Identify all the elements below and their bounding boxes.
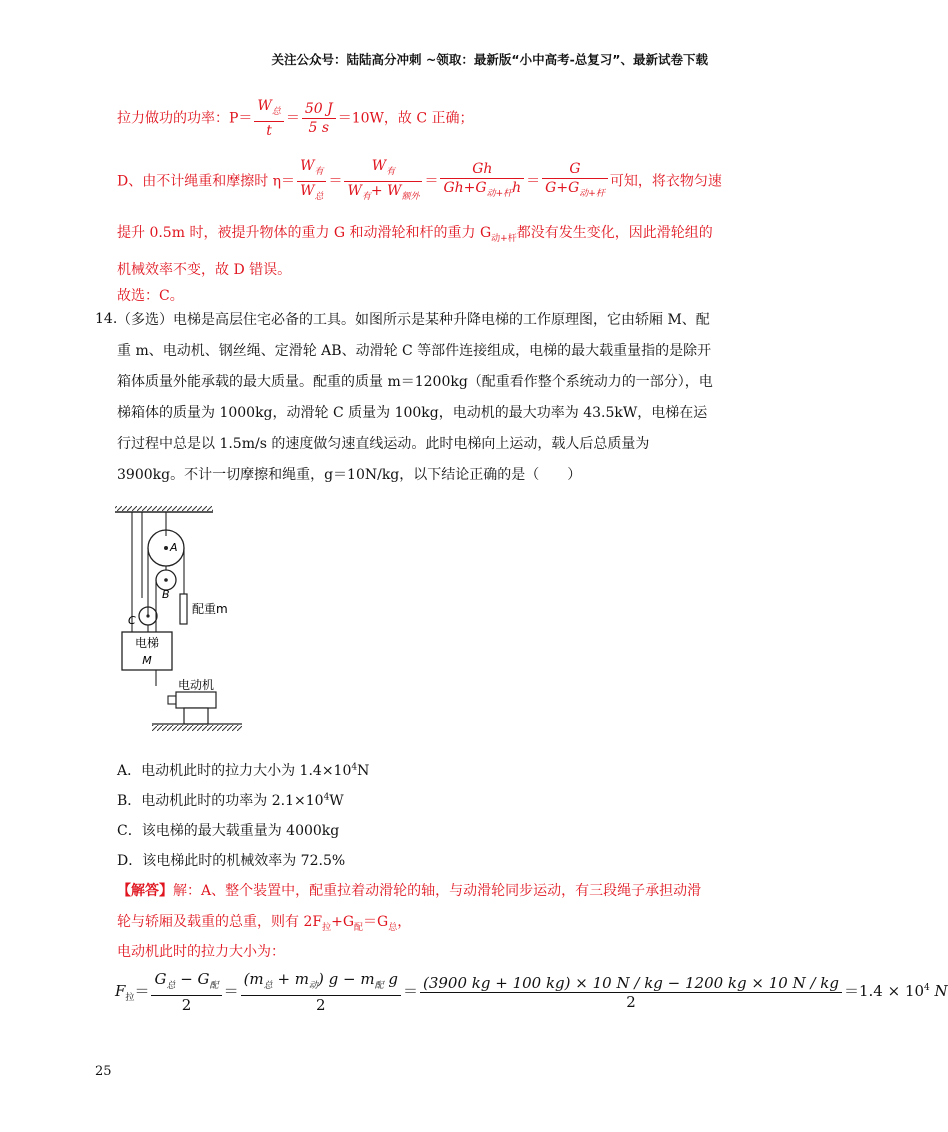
subscript: 总 [271,106,281,117]
answer-line-3: 电动机此时的拉力大小为： [117,944,285,960]
formula-fraction-2 [241,970,401,1014]
subscript: 有 [361,191,371,202]
equals-sign: ＝ [402,982,418,1000]
fraction-numerator: (3900 kg + 100 kg) × 10 N / kg − 1200 kg × 10 N / kg [420,974,842,993]
option-b [117,790,344,810]
fraction-numerator-part: + m [272,970,309,988]
option-d [117,850,345,870]
page-number: 25 [95,1064,112,1079]
fraction-numerator: G [154,970,167,988]
subscript: 动 [309,981,319,991]
option-a [117,760,369,780]
motor-base [184,708,208,724]
force-formula [115,970,948,1014]
label-a: A [170,541,178,554]
fraction-denominator: W [347,182,362,199]
power-label: 拉力做功的功率：P＝ [117,110,253,127]
answer-line-1 [117,880,701,900]
efficiency-fraction-4 [542,160,608,203]
subscript: 配 [374,981,384,991]
floor-hatch [152,725,242,731]
page-header: 关注公众号：陆陆高分冲刺 ~领取：最新版“小中高考-总复习”、最新试卷下载 [271,52,708,67]
d-explanation-paragraph [117,218,717,286]
equals-sign: ＝ [285,110,300,127]
pulley-c-axle [146,614,149,617]
fraction-denominator: W [300,182,315,199]
cab-label: 电梯 [134,636,160,650]
pulley-a-axle [164,546,168,550]
option-text: B．电动机此时的功率为 2.1×10 [117,793,324,809]
superscript: 4 [323,792,330,803]
fraction-numerator: G [542,160,608,179]
option-text: A．电动机此时的拉力大小为 1.4×10 [117,763,352,779]
counterweight-block [180,594,187,624]
answer-tag: 【解答】 [117,883,173,899]
superscript: 4 [351,762,358,773]
subscript: 有 [386,166,396,177]
answer-line-2 [117,911,411,933]
subscript: 配 [354,922,364,933]
fraction-numerator: Gh [440,160,524,179]
subscript: 总 [388,922,398,933]
efficiency-fraction-1 [297,157,326,206]
subscript: 拉 [125,993,135,1003]
d-explanation-text: 都没有发生变化，因此滑轮组的机械效率不变，故 D 错误。 [117,225,713,278]
fraction-numerator-part: g [383,970,398,988]
formula-fraction-3 [420,974,842,1011]
fraction-denominator: G+G [545,179,580,196]
option-c [117,820,339,840]
fraction-denominator-part: h [512,179,522,196]
d-tail: 可知，将衣物匀速 [609,173,722,190]
fraction-denominator: 2 [316,996,326,1014]
fraction-denominator: 2 [181,996,192,1014]
fraction-numerator: W [300,158,315,174]
fraction-numerator: W [371,158,387,174]
fraction-denominator: Gh+G [443,179,487,196]
question-number: 14. [95,311,118,327]
motor-label: 电动机 [178,678,215,692]
fraction-numerator-part: ) g − m [318,970,375,988]
subscript: 动+杆 [486,188,513,199]
option-text: C．该电梯的最大载重量为 4000kg [117,823,340,839]
label-c: C [128,614,136,627]
fraction-denominator: 5 s [308,119,330,136]
formula-unit: N [929,982,948,1000]
option-text: W [329,793,344,809]
answer-text: 解：A、整个装置中，配重拉着动滑轮的轴，与动滑轮同步运动，有三段绳子承担动滑 [173,883,702,899]
option-text: N [357,763,370,779]
ceiling-hatch [115,506,213,511]
efficiency-equation-line: D、由不计绳重和摩擦时 η＝ $\frac{W_有}{W_总}$ ＝ $\frac{W_有}{W_有+ W_{额外}}$ ＝ $\frac{Gh}{Gh+G_{动+杆}h}$ ＝ $\frac{G}{G+G_{动+杆}}$ 可知，将衣物匀速 [117,157,722,206]
subscript: 动+杆 [491,233,517,244]
subscript: 拉 [322,922,332,933]
question-text: （多选）电梯是高层住宅必备的工具。如图所示是某种升降电梯的工作原理图，它由轿厢 M、配重 m、电动机、钢丝绳、定滑轮 AB、动滑轮 C 等部件连接组成，电梯的最大载重量指的是除开箱体质量外能承载的最大质量。配重的质量 m＝1200kg（配重看作整个系统动力的一部分），电梯箱体的质量为 1000kg，动滑轮 C 质量为 100kg，电动机的最大功率为 43.5kW，电梯在运行过程中总是以 1.5m/s 的速度做匀速直线运动。此时电梯向上运动，载人后总质量为 3900kg。不计一切摩擦和绳重，g＝10N/kg，以下结论正确的是（ ） [117,312,713,483]
d-explanation-text: 提升 0.5m 时，被提升物体的重力 G 和动滑轮和杆的重力 G [117,225,492,241]
option-text: D．该电梯此时的机械效率为 72.5% [117,853,346,869]
answer-choice: 故选：C。 [117,288,184,304]
power-equation-line [117,97,474,140]
fraction-denominator: 2 [626,992,636,1011]
efficiency-fraction-2 [344,157,422,206]
equals-sign: ＝ [134,982,150,1000]
subscript: 配 [209,981,219,991]
fraction-denominator-part: + W [370,182,402,199]
subscript: 总 [263,981,273,991]
cab-mass-label: M [142,654,152,667]
subscript: 总 [314,191,324,202]
d-label: D、由不计绳重和摩擦时 η＝ [117,173,296,190]
fraction-numerator: 50 J [302,100,336,119]
answer-text: 轮与轿厢及载重的总重，则有 2F [117,914,323,930]
answer-text: ＝G [363,914,389,930]
power-fraction-1 [254,97,283,140]
subscript: 动+杆 [579,188,605,199]
fraction-numerator: W [257,98,272,114]
formula-lhs: F [115,982,126,1000]
efficiency-fraction-3 [440,160,524,203]
fraction-numerator: (m [243,970,264,988]
power-result: ＝10W，故 C 正确； [337,110,474,127]
elevator-diagram [112,506,252,734]
motor-shaft [168,696,176,704]
motor-body [176,692,216,708]
power-fraction-2 [302,100,336,137]
answer-text: +G [331,914,355,930]
subscript: 有 [314,166,324,177]
fraction-denominator: t [266,122,272,139]
counterweight-label: 配重m [192,602,228,616]
answer-text: ， [397,914,412,930]
formula-result: ＝1.4 × 10 [844,982,925,1000]
equals-sign: ＝ [223,982,239,1000]
subscript: 额外 [401,191,420,202]
pulley-b-axle [164,578,168,582]
subscript: 总 [166,981,176,991]
fraction-numerator-part: − G [175,970,210,988]
label-b: B [162,588,170,601]
formula-fraction-1 [151,970,221,1014]
superscript: 4 [924,983,930,993]
